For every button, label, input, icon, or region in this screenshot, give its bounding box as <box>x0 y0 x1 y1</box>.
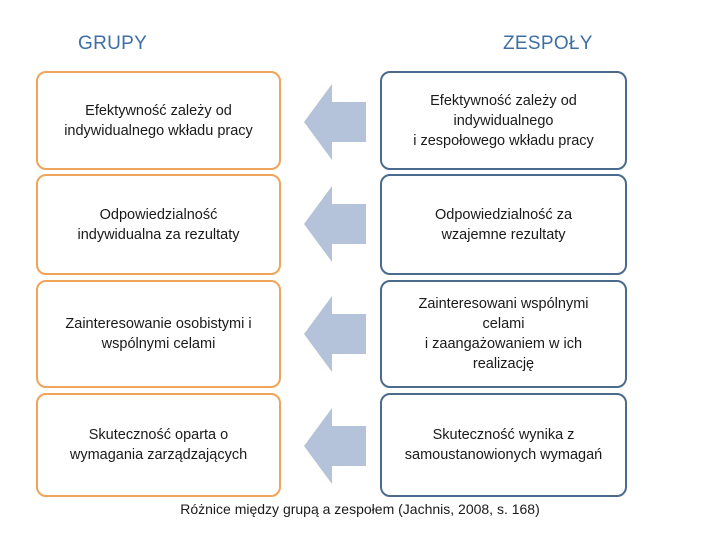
team-box-2 <box>380 174 627 275</box>
source-caption: Różnice między grupą a zespołem (Jachnis, 2008, s. 168) <box>180 501 540 517</box>
groups-heading: GRUPY <box>78 33 148 54</box>
group-box-4 <box>36 393 281 497</box>
group-box-2 <box>36 174 281 275</box>
arrow-left-icon <box>304 84 366 160</box>
group-box-3 <box>36 280 281 388</box>
team-box-4 <box>380 393 627 497</box>
group-box-text: Skuteczność oparta o wymagania zarządzających <box>69 427 248 463</box>
arrow-left-icon <box>304 296 366 372</box>
group-box-text: Efektywność zależy od indywidualnego wkładu pracy <box>64 102 253 139</box>
group-box-1 <box>36 71 281 170</box>
team-box-text: Skuteczność wynika z samoustanowionych wymagań <box>404 427 603 463</box>
teams-heading: ZESPOŁY <box>503 33 593 54</box>
team-box-text: Zainteresowani wspólnymi celami i zaangażowaniem w ich realizację <box>418 296 589 372</box>
arrow-left-icon <box>304 408 366 484</box>
team-box-text: Efektywność zależy od indywidualnego i zespołowego wkładu pracy <box>413 92 594 149</box>
team-box-text: Odpowiedzialność za wzajemne rezultaty <box>434 206 573 243</box>
team-box-1 <box>380 71 627 170</box>
team-box-3 <box>380 280 627 388</box>
arrow-left-icon <box>304 186 366 262</box>
group-box-text: Zainteresowanie osobistymi i wspólnymi celami <box>65 316 252 352</box>
group-box-text: Odpowiedzialność indywidualna za rezultaty <box>77 206 240 243</box>
